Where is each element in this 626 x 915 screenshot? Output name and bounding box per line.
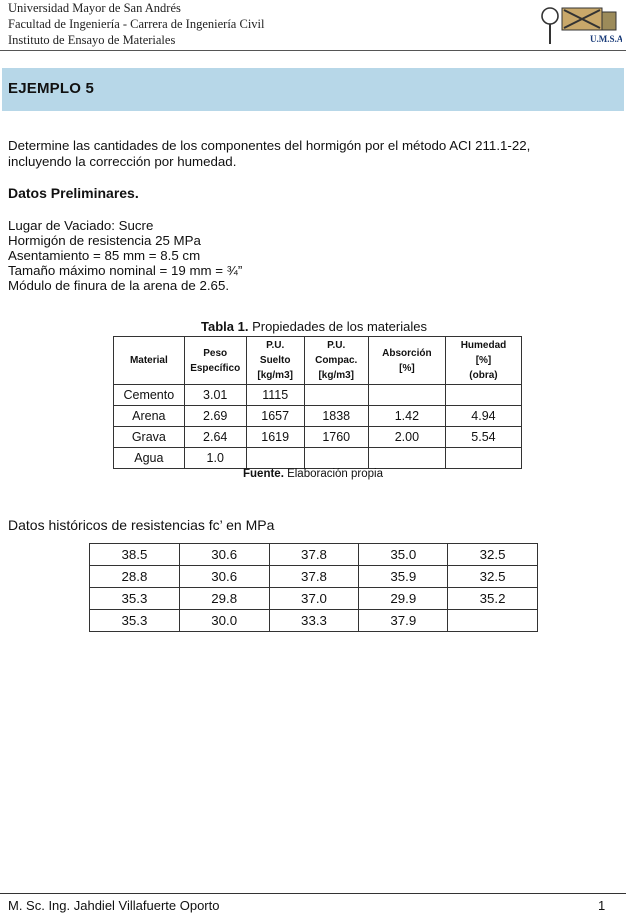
- table-row: [114, 448, 522, 469]
- table-cell: 30.6: [179, 566, 269, 588]
- table-cell: 37.9: [359, 610, 448, 632]
- table-cell: 1657: [246, 406, 304, 427]
- footer-rule: [0, 893, 626, 894]
- table-cell: 1838: [304, 406, 368, 427]
- table-cell: 35.9: [359, 566, 448, 588]
- table-cell: 37.8: [269, 566, 359, 588]
- historic-title: Datos históricos de resistencias fc’ en MPa: [8, 517, 275, 533]
- table-cell: [368, 385, 445, 406]
- table-row: [90, 588, 538, 610]
- table-cell: 37.8: [269, 544, 359, 566]
- intro-line-2: incluyendo la corrección por humedad.: [8, 154, 237, 169]
- table-cell: 32.5: [448, 544, 538, 566]
- header-faculty: Facultad de Ingeniería - Carrera de Ingeniería Civil: [8, 17, 265, 31]
- table-cell: 1619: [246, 427, 304, 448]
- table-cell: 37.0: [269, 588, 359, 610]
- table-cell: 29.9: [359, 588, 448, 610]
- table-cell: 2.69: [184, 406, 246, 427]
- table-cell: Grava: [114, 427, 185, 448]
- table-cell: [448, 610, 538, 632]
- table-row: [114, 406, 522, 427]
- table-cell: 3.01: [184, 385, 246, 406]
- header-humedad: Humedad [%] (obra): [445, 337, 521, 385]
- header-peso: Peso Específico: [184, 337, 246, 385]
- table-row: [90, 544, 538, 566]
- table1-caption-text: Propiedades de los materiales: [248, 319, 427, 334]
- table-cell: Arena: [114, 406, 185, 427]
- table-cell: Agua: [114, 448, 185, 469]
- datos-item: Tamaño máximo nominal = 19 mm = ¾”: [8, 263, 243, 278]
- section-band: [2, 68, 624, 111]
- source-label: Fuente.: [243, 468, 284, 480]
- table-cell: 1115: [246, 385, 304, 406]
- table-cell: [445, 385, 521, 406]
- header-pu-suelto: P.U. Suelto [kg/m3]: [246, 337, 304, 385]
- table-cell: 1.42: [368, 406, 445, 427]
- source-text: Elaboración propia: [283, 468, 383, 480]
- page-number: 1: [598, 898, 606, 913]
- table-cell: 1.0: [184, 448, 246, 469]
- table-cell: 35.3: [90, 588, 180, 610]
- properties-table: [113, 336, 522, 469]
- intro-line-1: Determine las cantidades de los componentes del hormigón por el método ACI 211.1-22,: [8, 138, 531, 153]
- table1-caption-label: Tabla 1.: [201, 319, 249, 334]
- table-row: [90, 610, 538, 632]
- table-cell: 32.5: [448, 566, 538, 588]
- table-cell: 28.8: [90, 566, 180, 588]
- table-cell: Cemento: [114, 385, 185, 406]
- datos-item: Módulo de finura de la arena de 2.65.: [8, 278, 230, 293]
- table-cell: [246, 448, 304, 469]
- table-cell: [445, 448, 521, 469]
- datos-item: Hormigón de resistencia 25 MPa: [8, 233, 201, 248]
- table-cell: 29.8: [179, 588, 269, 610]
- datos-item: Asentamiento = 85 mm = 8.5 cm: [8, 248, 201, 263]
- table-cell: 1760: [304, 427, 368, 448]
- header-absorcion: Absorción [%]: [368, 337, 445, 385]
- header-institute: Instituto de Ensayo de Materiales: [8, 33, 176, 47]
- header-rule: [0, 50, 626, 51]
- header-university: Universidad Mayor de San Andrés: [8, 1, 181, 15]
- table-cell: [368, 448, 445, 469]
- table-cell: 35.2: [448, 588, 538, 610]
- footer-author: M. Sc. Ing. Jahdiel Villafuerte Oporto: [8, 898, 220, 913]
- table-cell: 30.0: [179, 610, 269, 632]
- table-cell: 5.54: [445, 427, 521, 448]
- section-title: EJEMPLO 5: [8, 80, 94, 97]
- table-cell: 4.94: [445, 406, 521, 427]
- datos-item: Lugar de Vaciado: Sucre: [8, 218, 154, 233]
- table-row: [114, 427, 522, 448]
- table-cell: 2.64: [184, 427, 246, 448]
- table-cell: [304, 385, 368, 406]
- header-pu-compac: P.U. Compac. [kg/m3]: [304, 337, 368, 385]
- table-cell: [304, 448, 368, 469]
- historic-table: [89, 543, 538, 632]
- table-header-row: [114, 337, 522, 385]
- table-cell: 33.3: [269, 610, 359, 632]
- datos-title: Datos Preliminares.: [8, 185, 139, 201]
- table-cell: 30.6: [179, 544, 269, 566]
- table1-source: [243, 468, 383, 480]
- svg-text:U.M.S.A.: U.M.S.A.: [590, 34, 622, 44]
- table-cell: 35.0: [359, 544, 448, 566]
- header-material: Material: [114, 337, 185, 385]
- table-cell: 38.5: [90, 544, 180, 566]
- table-cell: 2.00: [368, 427, 445, 448]
- table-cell: 35.3: [90, 610, 180, 632]
- umsa-logo: [540, 2, 622, 46]
- table-row: [90, 566, 538, 588]
- table1-caption: [201, 319, 427, 334]
- table-row: [114, 385, 522, 406]
